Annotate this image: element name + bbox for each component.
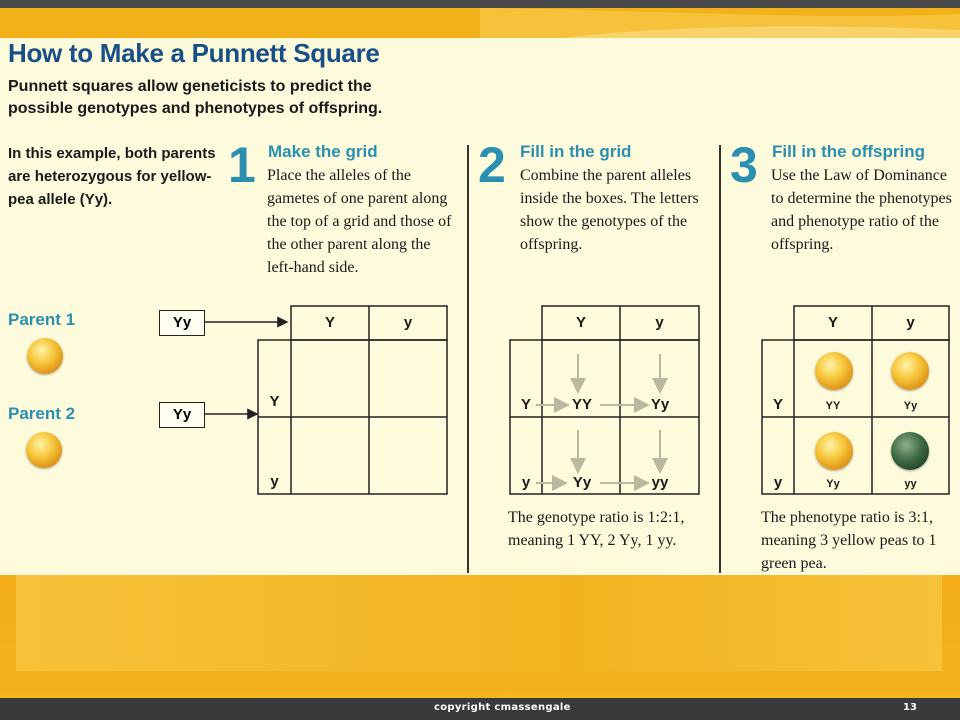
example-sentence: In this example, both parents are heterozygous for yellow-pea allele (Yy). <box>8 145 216 208</box>
step-1-title: Make the grid <box>268 142 378 161</box>
step-3-text: Use the Law of Dominance to determine the phenotypes and phenotype ratio of the offspring. <box>771 167 952 253</box>
step-2-text: Combine the parent alleles inside the boxes. The letters show the genotypes of the offspring. <box>520 167 699 253</box>
step-2-number: 2 <box>478 137 506 193</box>
parent-2-label: Parent 2 <box>8 404 76 423</box>
genotype-cell-2: Yy <box>650 396 670 413</box>
step-1-number: 1 <box>228 137 256 193</box>
grid-3-side-allele-1: Y <box>772 396 783 413</box>
page-number: 13 <box>903 702 917 713</box>
page-title: How to Make a Punnett Square <box>8 38 380 68</box>
step-3-number: 3 <box>730 137 758 193</box>
genotype-cell-1: YY <box>571 396 592 413</box>
grid-3-side-allele-2: y <box>773 474 783 491</box>
genotype-cell-4: yy <box>651 474 669 491</box>
intro-text: Punnett squares allow geneticists to predict the possible genotypes and phenotypes of offspring. <box>8 78 383 117</box>
grid-1-side-allele-1: Y <box>269 393 280 410</box>
grid-1-side-allele-2: y <box>270 473 279 490</box>
grid-2-top-allele-1: Y <box>575 314 586 331</box>
offspring-pea-1-icon <box>815 352 853 390</box>
phenotype-genotype-1: YY <box>825 400 841 412</box>
grid-2-side-allele-1: Y <box>520 396 531 413</box>
step-3-title: Fill in the offspring <box>772 142 925 161</box>
phenotype-genotype-3: Yy <box>826 478 840 490</box>
grid-3-top-allele-2: y <box>906 314 915 331</box>
phenotype-genotype-2: Yy <box>903 400 918 412</box>
step-1-text: Place the alleles of the gametes of one parent along the top of a grid and those of the other parent along the left-hand side. <box>267 167 452 276</box>
copyright-text: copyright cmassengale <box>434 702 571 713</box>
grid-1-top-allele-2: y <box>403 314 413 331</box>
offspring-pea-3-icon <box>815 432 853 470</box>
genotype-ratio-text: The genotype ratio is 1:2:1, meaning 1 YY, 2 Yy, 1 yy. <box>508 509 685 549</box>
phenotype-genotype-4: yy <box>904 478 917 490</box>
step-2-title: Fill in the grid <box>520 142 632 161</box>
parent-1-genotype-box: Yy <box>159 310 205 336</box>
offspring-pea-4-green-icon <box>891 432 929 470</box>
grid-3-top-allele-1: Y <box>827 314 838 331</box>
offspring-pea-2-icon <box>891 352 929 390</box>
genotype-cell-3: Yy <box>572 474 592 491</box>
grid-2-side-allele-2: y <box>521 474 531 491</box>
parent-2-genotype-box: Yy <box>159 402 205 428</box>
parent-1-label: Parent 1 <box>8 310 76 329</box>
grid-1-top-allele-1: Y <box>324 314 335 331</box>
grid-2-top-allele-2: y <box>655 314 664 331</box>
phenotype-ratio-text: The phenotype ratio is 3:1, meaning 3 yellow peas to 1 green pea. <box>761 509 937 572</box>
